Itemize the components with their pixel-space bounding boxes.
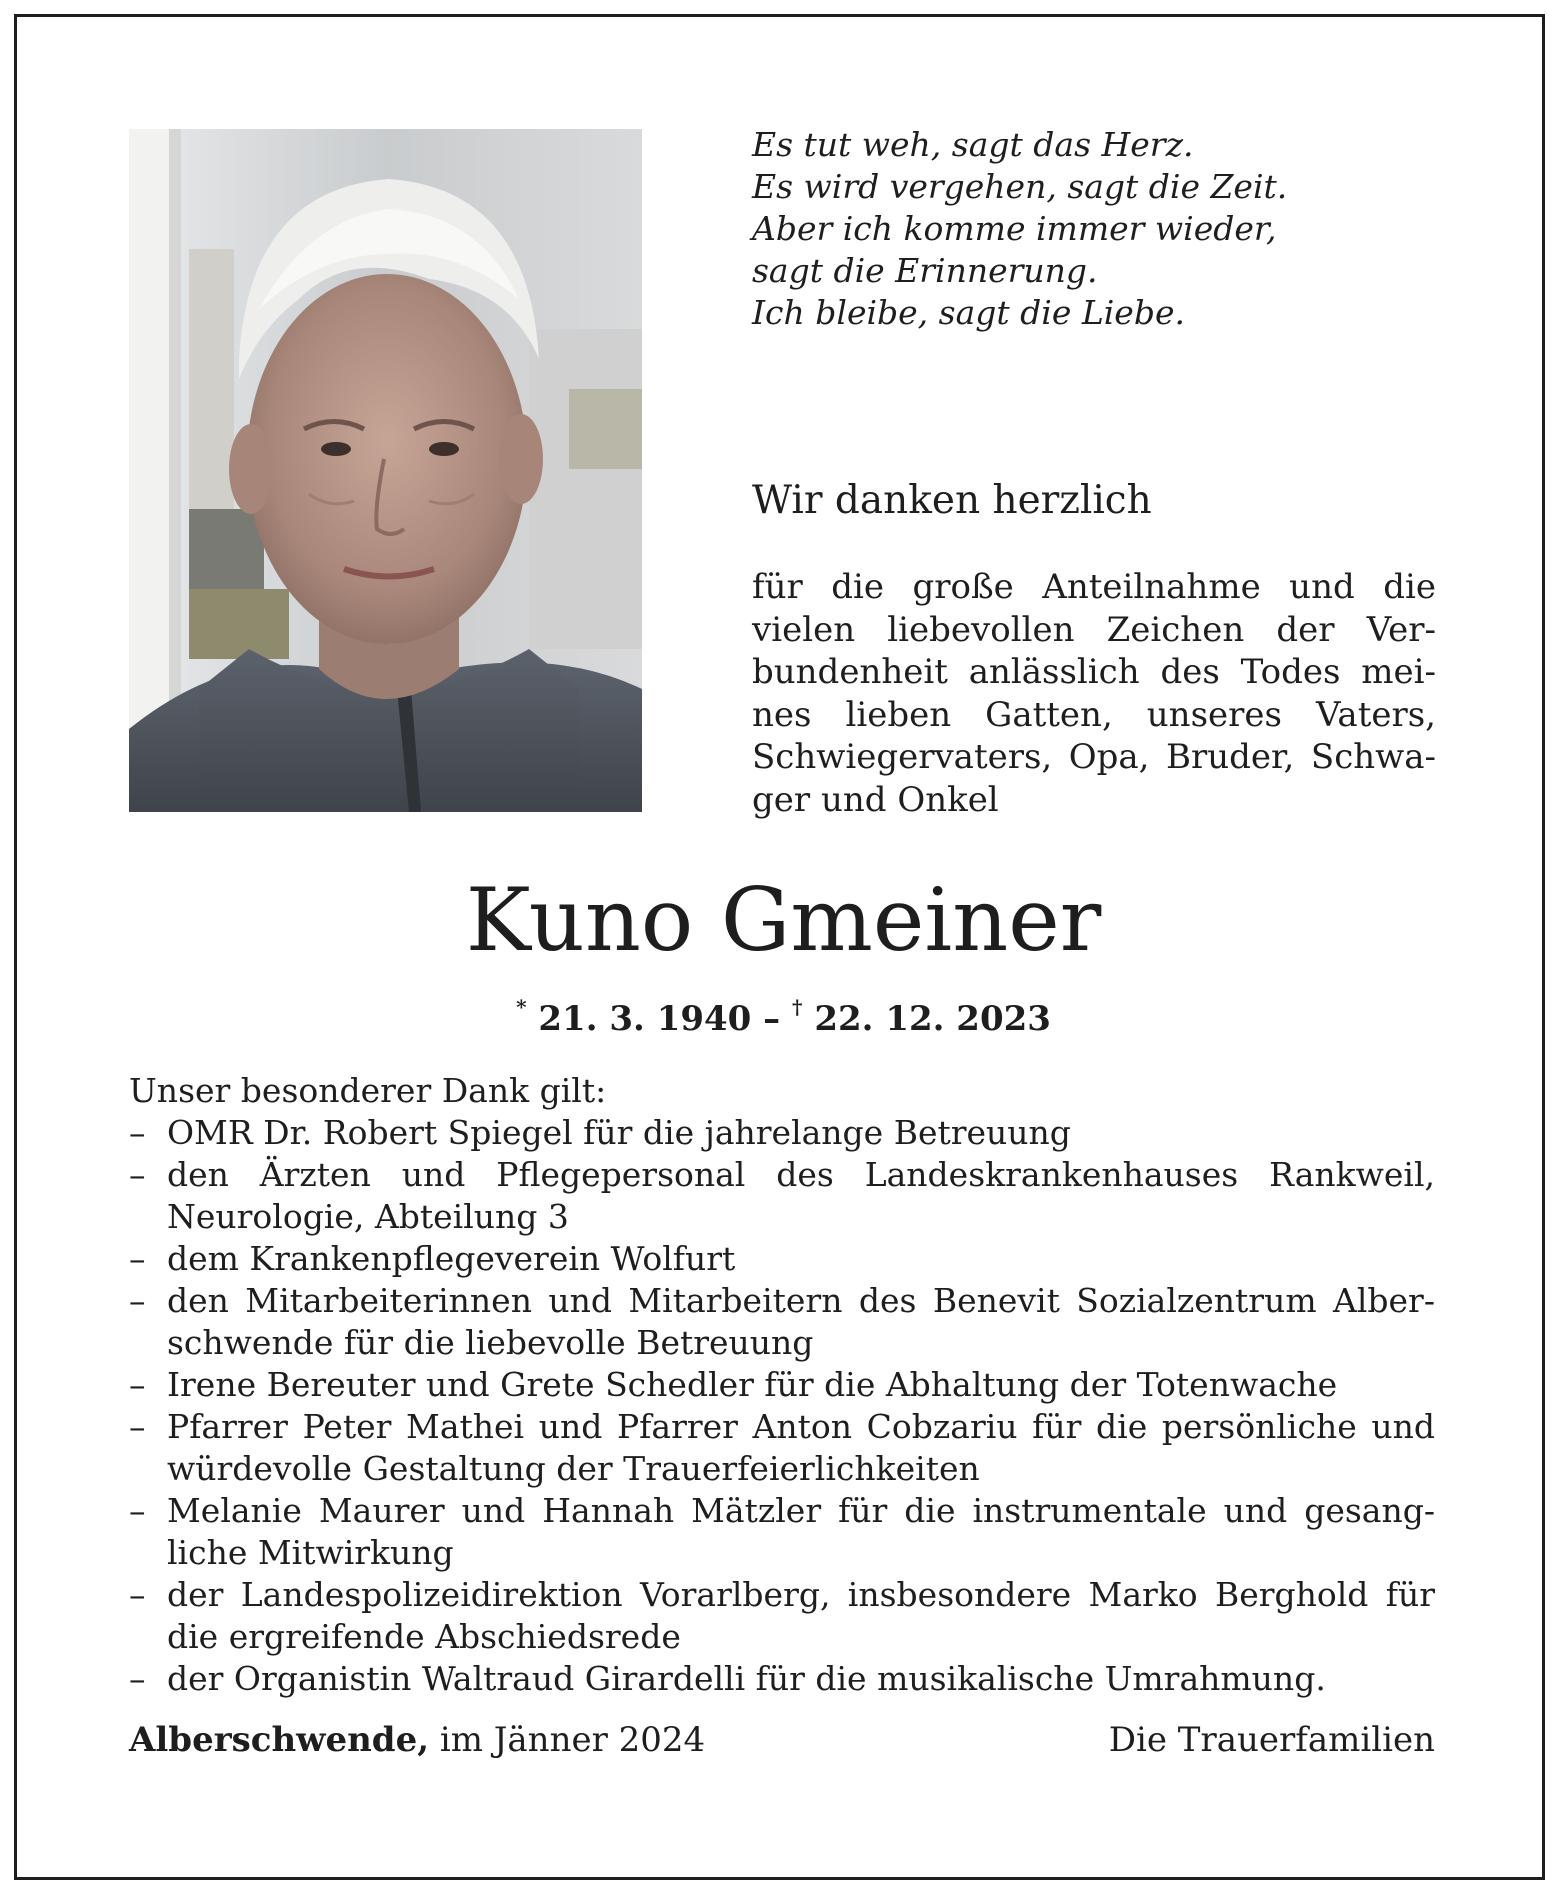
place: Alberschwende, bbox=[129, 1720, 430, 1760]
list-item-line: Melanie Maurer und Hannah Mätzler für die instrumentale und gesang- bbox=[167, 1491, 1435, 1530]
list-item bbox=[129, 1154, 1435, 1238]
list-item bbox=[129, 1406, 1435, 1490]
death-symbol: † bbox=[792, 995, 803, 1019]
special-thanks-list bbox=[129, 1112, 1435, 1700]
list-item bbox=[129, 1574, 1435, 1658]
deceased-name: Kuno Gmeiner bbox=[465, 869, 1102, 971]
birth-date: 21. 3. 1940 bbox=[538, 999, 752, 1039]
list-item-line: Pfarrer Peter Mathei und Pfarrer Anton Cobzariu für die persönliche und bbox=[167, 1407, 1435, 1446]
list-item bbox=[129, 1364, 1435, 1406]
list-dash: – bbox=[129, 1155, 146, 1194]
list-item-line: würdevolle Gestaltung der Trauerfeierlichkeiten bbox=[167, 1449, 980, 1488]
list-dash: – bbox=[129, 1281, 146, 1320]
list-item bbox=[129, 1238, 1435, 1280]
list-item bbox=[129, 1280, 1435, 1364]
list-item-line: der Organistin Waltraud Girardelli für die musikalische Umrahmung. bbox=[167, 1659, 1326, 1698]
list-item-line: den Mitarbeiterinnen und Mitarbeitern des Benevit Sozialzentrum Alber- bbox=[167, 1281, 1435, 1320]
list-item-line: dem Krankenpflegeverein Wolfurt bbox=[167, 1239, 736, 1278]
list-item bbox=[129, 1112, 1435, 1154]
poem bbox=[752, 124, 1392, 334]
poem-line: Es tut weh, sagt das Herz. bbox=[752, 125, 1194, 164]
date-separator: – bbox=[763, 999, 781, 1039]
list-dash: – bbox=[129, 1659, 146, 1698]
list-dash: – bbox=[129, 1113, 146, 1152]
thanks-line: Schwiegervaters, Opa, Bruder, Schwa- bbox=[752, 737, 1436, 777]
birth-symbol: * bbox=[516, 995, 527, 1019]
thanks-line: bundenheit anlässlich des Todes mei- bbox=[752, 652, 1436, 692]
death-date: 22. 12. 2023 bbox=[814, 999, 1051, 1039]
list-item-line: OMR Dr. Robert Spiegel für die jahrelange Betreuung bbox=[167, 1113, 1071, 1152]
list-item-line: liche Mitwirkung bbox=[167, 1533, 454, 1572]
portrait-illustration bbox=[129, 129, 642, 812]
list-item bbox=[129, 1490, 1435, 1574]
list-dash: – bbox=[129, 1575, 146, 1614]
thanks-line: vielen liebevollen Zeichen der Ver- bbox=[752, 609, 1436, 650]
list-item bbox=[129, 1658, 1435, 1700]
portrait-photo bbox=[129, 129, 642, 812]
thanks-paragraph bbox=[752, 566, 1436, 821]
list-dash: – bbox=[129, 1365, 146, 1404]
list-item-line: die ergreifende Abschiedsrede bbox=[167, 1617, 681, 1656]
date: im Jänner 2024 bbox=[439, 1720, 706, 1760]
poem-line: sagt die Erinnerung. bbox=[752, 251, 1098, 290]
thanks-line: für die große Anteilnahme und die bbox=[752, 567, 1436, 607]
special-thanks-intro: Unser besonderer Dank gilt: bbox=[129, 1071, 607, 1110]
list-item-line: den Ärzten und Pflegepersonal des Landeskrankenhauses Rankweil, bbox=[167, 1155, 1435, 1194]
thanks-line: ger und Onkel bbox=[752, 779, 999, 820]
place-date bbox=[129, 1718, 705, 1762]
list-item-line: schwende für die liebevolle Betreuung bbox=[167, 1323, 814, 1362]
thanks-line: nes lieben Gatten, unseres Vaters, bbox=[752, 694, 1436, 735]
poem-line: Ich bleibe, sagt die Liebe. bbox=[752, 293, 1185, 332]
thanks-heading: Wir danken herzlich bbox=[752, 478, 1152, 523]
list-dash: – bbox=[129, 1407, 146, 1446]
list-item-line: Irene Bereuter und Grete Schedler für die Abhaltung der Totenwache bbox=[167, 1365, 1338, 1404]
list-item-line: Neurologie, Abteilung 3 bbox=[167, 1197, 569, 1236]
signature: Die Trauerfamilien bbox=[1108, 1720, 1435, 1760]
list-dash: – bbox=[129, 1239, 146, 1278]
poem-line: Es wird vergehen, sagt die Zeit. bbox=[752, 167, 1288, 206]
list-dash: – bbox=[129, 1491, 146, 1530]
poem-line: Aber ich komme immer wieder, bbox=[752, 209, 1277, 248]
life-dates bbox=[0, 985, 1567, 1041]
list-item-line: der Landespolizeidirektion Vorarlberg, insbesondere Marko Berghold für bbox=[167, 1575, 1435, 1614]
